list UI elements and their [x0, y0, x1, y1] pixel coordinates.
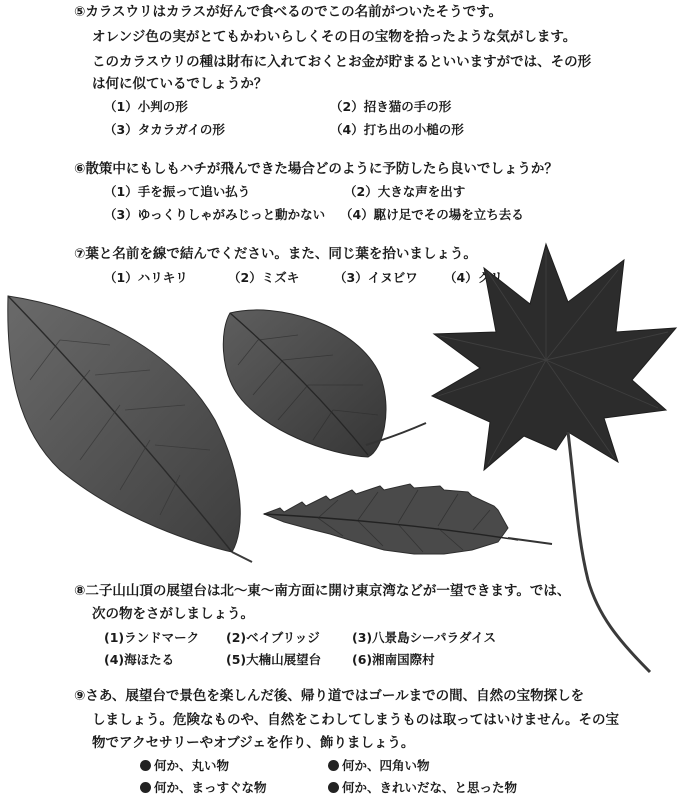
q5-option-3: （3）タカラガイの形: [104, 122, 225, 137]
q8-option-2: (2)ベイブリッジ: [226, 630, 320, 645]
q5-line-4: は何に似ているでしょうか？: [92, 76, 268, 92]
q5-line-1: ⑤カラスウリはカラスが好んで食べるのでこの名前がついたそうです。: [74, 4, 503, 20]
q6-option-1: （1）手を振って追い払う: [104, 184, 251, 199]
q9-item-label: 何か、まっすぐな物: [154, 780, 267, 795]
q5-option-4: （4）打ち出の小槌の形: [330, 122, 464, 137]
q9-item-label: 何か、四角い物: [342, 758, 430, 773]
q6-option-3: （3）ゆっくりしゃがみじっと動かない: [104, 207, 326, 222]
q9-item-1: [140, 758, 229, 774]
q8-option-5: (5)大楠山展望台: [226, 652, 322, 667]
q5-line-2: オレンジ色の実がとてもかわいらしくその日の宝物を拾ったような気がします。: [92, 29, 577, 45]
q9-item-label: 何か、丸い物: [154, 758, 230, 773]
q5-option-1: （1）小判の形: [104, 99, 188, 114]
q9-line-1: ⑨さあ、展望台で景色を楽しんだ後、帰り道ではゴールまでの間、自然の宝物探しを: [74, 688, 585, 704]
q9-line-2: しましょう。危険なものや、自然をこわしてしまうものは取ってはいけません。その宝: [92, 712, 620, 728]
bullet-icon: [328, 782, 339, 793]
leaf-2-image: [218, 305, 428, 465]
leaf-4-image: [258, 478, 554, 562]
q9-item-4: [328, 780, 517, 796]
q8-option-3: (3)八景島シーパラダイス: [352, 630, 496, 645]
q9-item-label: 何か、きれいだな、と思った物: [342, 780, 518, 795]
bullet-icon: [140, 782, 151, 793]
q7-option-1: （1）ハリキリ: [104, 270, 188, 285]
q8-line-2: 次の物をさがしましょう。: [92, 606, 254, 622]
q8-option-4: (4)海ほたる: [104, 652, 175, 667]
q5-option-2: （2）招き猫の手の形: [330, 99, 452, 114]
q9-item-3: [140, 780, 267, 796]
q6-option-2: （2）大きな声を出す: [344, 184, 466, 199]
q8-option-1: (1)ランドマーク: [104, 630, 200, 645]
bullet-icon: [328, 760, 339, 771]
q8-line-1: ⑧二子山山頂の展望台は北～東～南方面に開け東京湾などが一望できます。では、: [74, 583, 571, 599]
q9-line-3: 物でアクセサリーやオブジェを作り、飾りましょう。: [92, 735, 415, 751]
bullet-icon: [140, 760, 151, 771]
q7-option-3: （3）イヌビワ: [334, 270, 418, 285]
leaf-3-image: [418, 240, 680, 680]
q6-option-4: （4）駆け足でその場を立ち去る: [340, 207, 524, 222]
q7-option-4: （4）クリ: [444, 270, 503, 285]
q9-item-2: [328, 758, 430, 774]
q8-option-6: (6)湘南国際村: [352, 652, 435, 667]
q7-line: ⑦葉と名前を線で結んでください。また、同じ葉を拾いましょう。: [74, 246, 477, 262]
q6-line: ⑥散策中にもしもハチが飛んできた場合どのように予防したら良いでしょうか？: [74, 161, 558, 177]
q7-option-2: （2）ミズキ: [228, 270, 300, 285]
q5-line-3: このカラスウリの種は財布に入れておくとお金が貯まるといいますがでは、その形: [92, 54, 592, 70]
